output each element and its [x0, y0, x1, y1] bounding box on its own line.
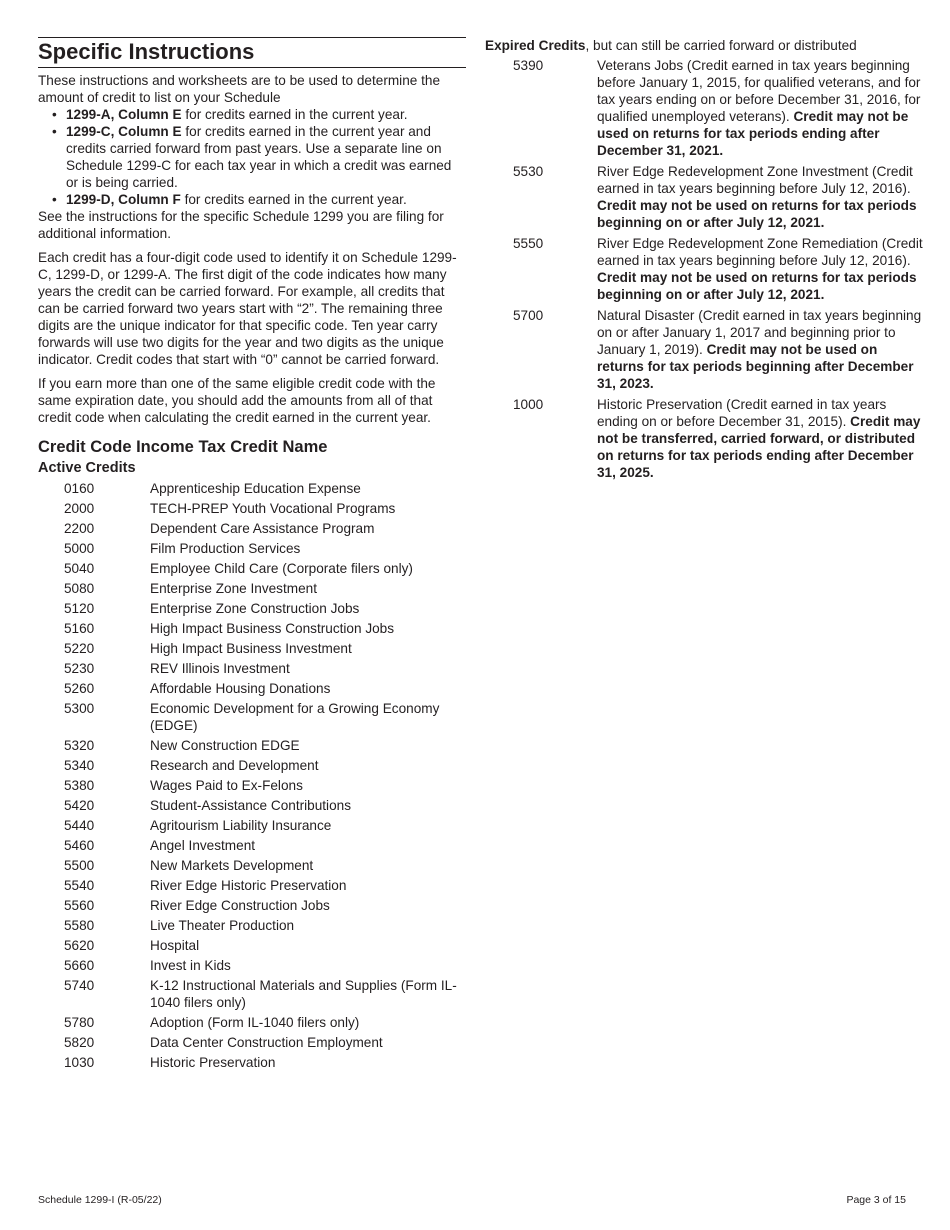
credit-code: 5160 — [64, 621, 95, 636]
credit-name: High Impact Business Construction Jobs — [150, 621, 395, 636]
credit-name: Film Production Services — [150, 541, 301, 556]
credit-row — [38, 837, 466, 854]
expired-credit-code: 5700 — [513, 308, 544, 323]
credit-name: River Edge Construction Jobs — [150, 898, 330, 913]
page-title: Specific Instructions — [38, 37, 466, 68]
expired-credit-row — [485, 57, 925, 159]
credit-name: Invest in Kids — [150, 958, 231, 973]
expired-credit-restriction: Credit may not be used on returns for tax periods beginning on or after July 12, 2021. — [597, 270, 917, 302]
credit-row — [38, 580, 466, 597]
credit-name: Employee Child Care (Corporate filers only) — [150, 561, 413, 576]
schedule-bullet-list — [38, 106, 466, 208]
expired-heading-bold: Expired Credits — [485, 38, 586, 53]
credit-row — [38, 620, 466, 637]
credit-code: 5300 — [64, 701, 95, 716]
credit-code: 5320 — [64, 738, 95, 753]
expired-credit-restriction: Credit may not be used on returns for tax periods beginning after December 31, 2023. — [597, 342, 914, 391]
credit-row — [38, 540, 466, 557]
expired-credit-restriction: Credit may not be used on returns for tax periods beginning on or after July 12, 2021. — [597, 198, 917, 230]
expired-credit-description — [597, 396, 925, 481]
credit-code: 5620 — [64, 938, 95, 953]
credit-code: 5780 — [64, 1015, 95, 1030]
credit-name: Research and Development — [150, 758, 319, 773]
credit-code: 5740 — [64, 978, 95, 993]
credit-row — [38, 777, 466, 794]
credit-code: 5560 — [64, 898, 95, 913]
credit-code: 2000 — [64, 501, 95, 516]
credit-code: 0160 — [64, 481, 95, 496]
expired-credit-description — [597, 235, 925, 303]
credit-name: Wages Paid to Ex-Felons — [150, 778, 303, 793]
credit-row — [38, 737, 466, 754]
credit-row — [38, 640, 466, 657]
expired-credit-restriction: Credit may not be used on returns for tax periods ending after December 31, 2021. — [597, 109, 909, 158]
credit-row — [38, 560, 466, 577]
credit-code: 5230 — [64, 661, 95, 676]
credit-row — [38, 897, 466, 914]
credit-code: 5500 — [64, 858, 95, 873]
expired-heading-rest: , but can still be carried forward or distributed — [585, 38, 857, 53]
credit-row — [38, 520, 466, 537]
credit-table-heading: Credit Code Income Tax Credit Name — [38, 438, 328, 456]
credit-row — [38, 700, 466, 734]
credit-code: 5260 — [64, 681, 95, 696]
credit-code: 5380 — [64, 778, 95, 793]
right-column — [485, 37, 925, 485]
credit-name: New Markets Development — [150, 858, 314, 873]
expired-credit-text: River Edge Redevelopment Zone Remediation (Credit earned in tax years beginning before July 12, 2016). — [597, 236, 923, 268]
bullet-text: for credits earned in the current year. — [180, 192, 407, 207]
credit-row — [38, 757, 466, 774]
credit-name: Enterprise Zone Investment — [150, 581, 317, 596]
active-credits-list — [38, 480, 466, 1071]
credit-name: Affordable Housing Donations — [150, 681, 331, 696]
credit-code: 5460 — [64, 838, 95, 853]
credit-code: 5080 — [64, 581, 95, 596]
intro-text: These instructions and worksheets are to be used to determine the amount of credit to list on your Schedule — [38, 73, 440, 105]
credit-code: 1030 — [64, 1055, 95, 1070]
expired-credit-text: Veterans Jobs (Credit earned in tax years beginning before January 1, 2015, for qualified veterans, and for tax years ending on or before December 31, 2016, for qualified unemployed veterans). — [597, 58, 921, 124]
expired-credit-row — [485, 307, 925, 392]
credit-row — [38, 1034, 466, 1051]
expired-credits-list — [485, 57, 925, 481]
credit-code: 5120 — [64, 601, 95, 616]
expired-credit-code: 5390 — [513, 58, 544, 73]
credit-code: 5440 — [64, 818, 95, 833]
credit-code-explanation: Each credit has a four-digit code used to identify it on Schedule 1299-C, 1299-D, or 1299-A. The first digit of the code indicates how many years the credit can be carried forward. For example, all credits that can be carried forward two years start with “2”. The remaining three digits are the unique indicator for that specific code. Ten year carry forwards will use two digits for the year and two digits as the unique indicator. Credit codes that start with “0” cannot be carried forward. — [38, 250, 457, 367]
credit-code: 5040 — [64, 561, 95, 576]
expired-credit-description — [597, 307, 925, 392]
credit-row — [38, 937, 466, 954]
credit-name: Student-Assistance Contributions — [150, 798, 351, 813]
expired-credit-row — [485, 163, 925, 231]
expired-credit-code: 5550 — [513, 236, 544, 251]
credit-name: River Edge Historic Preservation — [150, 878, 347, 893]
left-column — [38, 37, 466, 1074]
credit-row — [38, 957, 466, 974]
credit-row — [38, 1054, 466, 1071]
expired-credit-restriction: Credit may not be transferred, carried forward, or distributed on returns for tax periods ending after December 31, 2025. — [597, 414, 921, 480]
credit-name: New Construction EDGE — [150, 738, 300, 753]
credit-name: Historic Preservation — [150, 1055, 276, 1070]
expired-credit-row — [485, 235, 925, 303]
credit-row — [38, 817, 466, 834]
credit-code: 2200 — [64, 521, 95, 536]
bullet-item — [66, 106, 466, 123]
credit-name: Economic Development for a Growing Economy (EDGE) — [150, 701, 440, 733]
bullet-text: for credits earned in the current year and credits carried forward from past years. Use a separate line on Schedule 1299-C for each tax year in which a credit was earned or is being carried. — [66, 124, 452, 190]
credit-code: 5580 — [64, 918, 95, 933]
credit-code: 5000 — [64, 541, 95, 556]
credit-code: 5220 — [64, 641, 95, 656]
credit-name: Apprenticeship Education Expense — [150, 481, 361, 496]
expired-credit-text: Historic Preservation (Credit earned in tax years ending on or before December 31, 2015). — [597, 397, 887, 429]
credit-code: 5660 — [64, 958, 95, 973]
page-number: Page 3 of 15 — [846, 1194, 906, 1206]
credit-code: 5340 — [64, 758, 95, 773]
expired-credit-code: 1000 — [513, 397, 544, 412]
bullet-item — [66, 191, 466, 208]
expired-credit-text: Natural Disaster (Credit earned in tax years beginning on or after January 1, 2017 and beginning prior to January 1, 2019). — [597, 308, 922, 357]
credit-code: 5540 — [64, 878, 95, 893]
bullet-bold: 1299-D, Column F — [66, 192, 181, 207]
earn-multiple-text: If you earn more than one of the same eligible credit code with the same expiration date, you should add the amounts from all of that credit code when calculating the credit earned in the current year. — [38, 376, 436, 425]
credit-row — [38, 797, 466, 814]
credit-name: Data Center Construction Employment — [150, 1035, 383, 1050]
credit-row — [38, 1014, 466, 1031]
credit-row — [38, 917, 466, 934]
credit-name: Enterprise Zone Construction Jobs — [150, 601, 360, 616]
credit-row — [38, 600, 466, 617]
expired-credits-heading — [485, 37, 925, 54]
expired-credit-description — [597, 163, 925, 231]
see-instructions-text: See the instructions for the specific Schedule 1299 you are filing for additional information. — [38, 209, 444, 241]
bullet-text: for credits earned in the current year. — [181, 107, 408, 122]
credit-code: 5820 — [64, 1035, 95, 1050]
expired-credit-description — [597, 57, 925, 159]
credit-row — [38, 660, 466, 677]
credit-row — [38, 877, 466, 894]
credit-name: K-12 Instructional Materials and Supplies (Form IL-1040 filers only) — [150, 978, 457, 1010]
credit-name: Dependent Care Assistance Program — [150, 521, 375, 536]
expired-credit-code: 5530 — [513, 164, 544, 179]
credit-name: Hospital — [150, 938, 200, 953]
credit-row — [38, 977, 466, 1011]
credit-name: Agritourism Liability Insurance — [150, 818, 332, 833]
form-identifier: Schedule 1299-I (R-05/22) — [38, 1194, 162, 1206]
credit-name: High Impact Business Investment — [150, 641, 352, 656]
credit-name: Live Theater Production — [150, 918, 295, 933]
credit-code: 5420 — [64, 798, 95, 813]
credit-row — [38, 857, 466, 874]
bullet-item — [66, 123, 466, 191]
credit-row — [38, 480, 466, 497]
credit-name: Adoption (Form IL-1040 filers only) — [150, 1015, 360, 1030]
expired-credit-row — [485, 396, 925, 481]
active-credits-heading: Active Credits — [38, 460, 136, 476]
credit-row — [38, 500, 466, 517]
credit-row — [38, 680, 466, 697]
bullet-bold: 1299-A, Column E — [66, 107, 182, 122]
credit-name: Angel Investment — [150, 838, 256, 853]
credit-name: TECH-PREP Youth Vocational Programs — [150, 501, 396, 516]
expired-credit-text: River Edge Redevelopment Zone Investment (Credit earned in tax years beginning before July 12, 2016). — [597, 164, 913, 196]
bullet-bold: 1299-C, Column E — [66, 124, 182, 139]
credit-name: REV Illinois Investment — [150, 661, 290, 676]
